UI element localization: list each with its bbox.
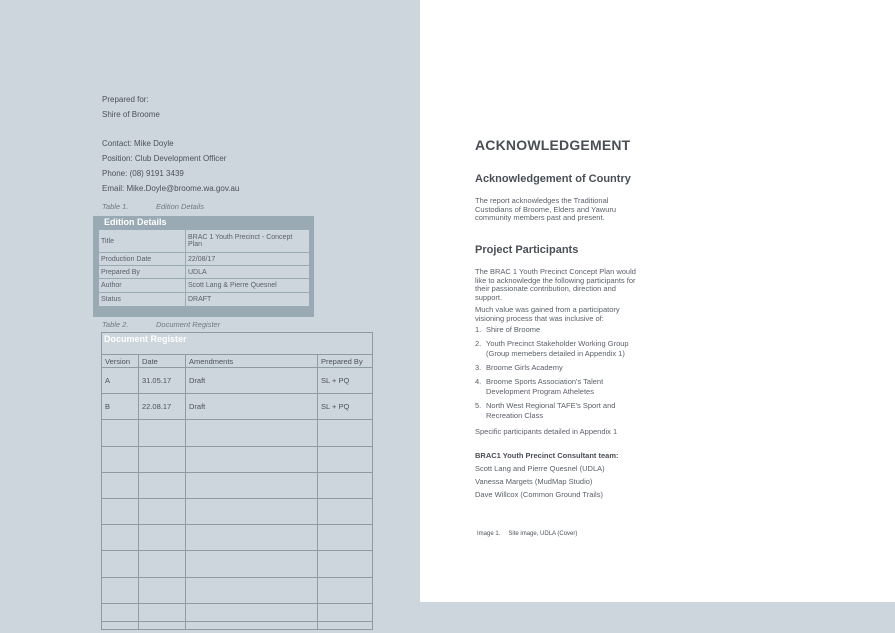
list-item: 5. North West Regional TAFE's Sport and Recreation Class <box>475 401 616 420</box>
table-row <box>99 279 310 293</box>
team-member: Vanessa Margets (MudMap Studio) <box>475 477 593 486</box>
image-caption-text: Site image, UDLA (Cover) <box>508 531 578 537</box>
country-text: The report acknowledges the Traditional Custodians of Broome, Elders and Yawuru community members past and present. <box>475 196 617 223</box>
list-item: 2. Youth Precinct Stakeholder Working Group (Group memebers detailed in Appendix 1) <box>475 339 629 358</box>
table-header-row <box>102 355 373 368</box>
table-row <box>102 368 373 394</box>
prepared-for-value: Shire of Broome <box>102 110 160 119</box>
team-heading: BRAC1 Youth Precinct Consultant team: <box>475 451 619 460</box>
table-row <box>99 293 310 307</box>
country-heading: Acknowledgement of Country <box>475 173 631 185</box>
table-cell: Draft <box>186 368 318 394</box>
edition-value: UDLA <box>186 266 310 279</box>
edition-value: 22/08/17 <box>186 253 310 266</box>
table-row-empty <box>102 603 373 629</box>
edition-details-table <box>98 229 310 307</box>
edition-key: Author <box>99 279 186 293</box>
edition-value: Scott Lang & Pierre Quesnel <box>186 279 310 293</box>
table-row-empty <box>102 472 373 498</box>
document-register-table <box>101 354 373 630</box>
participants-intro-2: Much value was gained from a participatory visioning process that was inclusive of: <box>475 305 620 323</box>
table-row <box>99 253 310 266</box>
table-row-empty <box>102 551 373 577</box>
email-line: Email: Mike.Doyle@broome.wa.gov.au <box>102 184 240 193</box>
contact-line: Contact: Mike Doyle <box>102 139 174 148</box>
table-cell: 22.08.17 <box>139 394 186 420</box>
table-row-empty <box>102 446 373 472</box>
table-row <box>99 266 310 279</box>
prepared-for-label: Prepared for: <box>102 95 149 104</box>
phone-line: Phone: (08) 9191 3439 <box>102 169 184 178</box>
table1-caption-number: Table 1. <box>102 202 129 211</box>
list-item: 1. Shire of Broome <box>475 325 541 334</box>
team-member: Scott Lang and Pierre Quesnel (UDLA) <box>475 464 605 473</box>
image-caption-number: Image 1. <box>477 531 501 537</box>
participants-intro: The BRAC 1 Youth Precinct Concept Plan would like to acknowledge the following participants for their passionate contribution, direction and support. <box>475 267 636 302</box>
table-cell: 31.05.17 <box>139 368 186 394</box>
participants-list <box>475 325 645 425</box>
table-cell: B <box>102 394 139 420</box>
column-header: Amendments <box>186 355 318 368</box>
edition-value: DRAFT <box>186 293 310 307</box>
table2-caption-number: Table 2. <box>102 320 129 329</box>
list-item: 3. Broome Girls Academy <box>475 363 563 372</box>
image-caption <box>477 531 585 537</box>
table-cell: Draft <box>186 394 318 420</box>
edition-value: BRAC 1 Youth Precinct - Concept Plan <box>186 230 310 253</box>
table-row <box>102 394 373 420</box>
table-row-empty <box>102 577 373 603</box>
participants-heading: Project Participants <box>475 244 579 256</box>
team-member: Dave Willcox (Common Ground Trails) <box>475 490 603 499</box>
edition-details-title: Edition Details <box>104 217 167 227</box>
participants-note: Specific participants detailed in Appendix 1 <box>475 427 618 436</box>
table-row-empty <box>102 525 373 551</box>
edition-key: Production Date <box>99 253 186 266</box>
table-row-empty <box>102 498 373 524</box>
column-header: Date <box>139 355 186 368</box>
table1-caption-text: Edition Details <box>156 202 204 211</box>
document-register-title: Document Register <box>104 334 187 344</box>
position-line: Position: Club Development Officer <box>102 154 227 163</box>
table-row-empty <box>102 420 373 446</box>
table-row <box>99 230 310 253</box>
edition-key: Prepared By <box>99 266 186 279</box>
table-cell: A <box>102 368 139 394</box>
column-header: Prepared By <box>318 355 373 368</box>
table-cell: SL + PQ <box>318 368 373 394</box>
edition-key: Title <box>99 230 186 253</box>
list-item: 4. Broome Sports Association's Talent Development Program Atheletes <box>475 377 604 396</box>
edition-key: Status <box>99 293 186 307</box>
column-header: Version <box>102 355 139 368</box>
table-cell: SL + PQ <box>318 394 373 420</box>
table2-caption-text: Document Register <box>156 320 221 329</box>
page-title: ACKNOWLEDGEMENT <box>475 137 631 153</box>
